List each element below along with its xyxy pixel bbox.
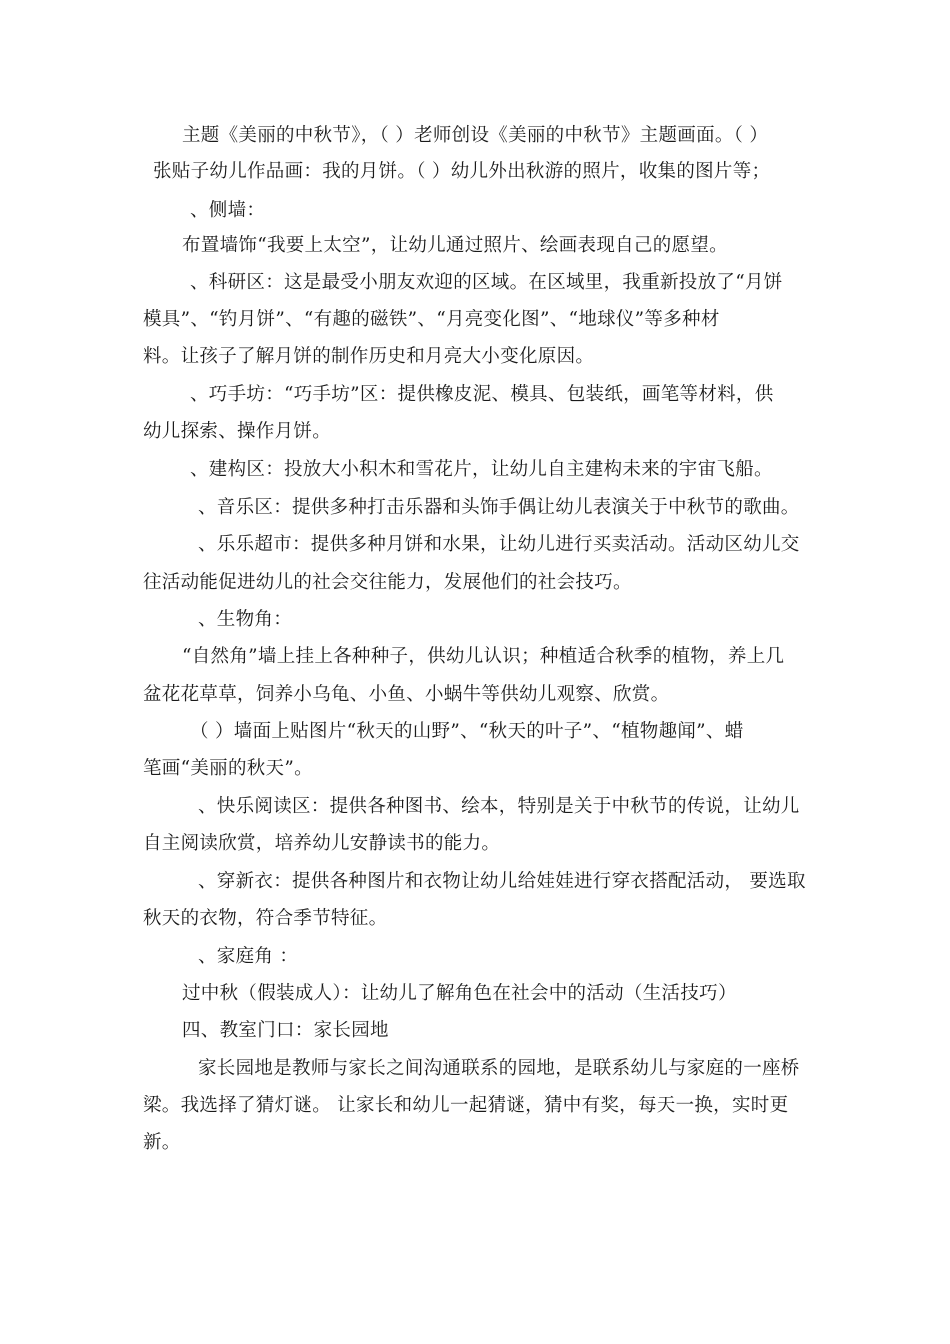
text-line: 料。让孩子了解月饼的制作历史和月亮大小变化原因。: [143, 346, 595, 367]
text-line: 梁。我选择了猜灯谜。 让家长和幼儿一起猜谜，猜中有奖，每天一换，实时更: [143, 1095, 789, 1116]
text-line: 、科研区：这是最受小朋友欢迎的区域。在区域里，我重新投放了“月饼: [190, 272, 783, 293]
text-line: 、巧手坊：“巧手坊”区：提供橡皮泥、模具、包装纸，画笔等材料，供: [190, 384, 774, 405]
text-line: 张贴子幼儿作品画：我的月饼。（ ）幼儿外出秋游的照片，收集的图片等；: [153, 161, 771, 182]
text-line: 幼儿探索、操作月饼。: [143, 421, 332, 442]
text-line: 、生物角：: [198, 609, 293, 630]
text-line: 笔画“美丽的秋天”。: [143, 758, 313, 779]
text-line: 、乐乐超市：提供多种月饼和水果，让幼儿进行买卖活动。活动区幼儿交: [198, 534, 800, 555]
text-line: 、侧墙：: [190, 200, 266, 221]
text-line: 主题《美丽的中秋节》，（ ）老师创设《美丽的中秋节》主题画面。（ ）: [182, 125, 769, 146]
text-line: 、音乐区：提供多种打击乐器和头饰手偶让幼儿表演关于中秋节的歌曲。: [198, 497, 800, 518]
text-line: 新。: [143, 1132, 181, 1153]
text-line: 模具”、“钓月饼”、“有趣的磁铁”、“月亮变化图”、“地球仪”等多种材: [143, 309, 720, 330]
text-line: “自然角”墙上挂上各种种子，供幼儿认识；种植适合秋季的植物，养上几: [182, 646, 785, 667]
text-line: （ ）墙面上贴图片“秋天的山野”、“秋天的叶子”、“植物趣闻”、蜡: [190, 721, 744, 742]
text-line: 家长园地是教师与家长之间沟通联系的园地，是联系幼儿与家庭的一座桥: [198, 1058, 800, 1079]
text-line: 往活动能促进幼儿的社会交往能力，发展他们的社会技巧。: [143, 572, 632, 593]
text-line: 、家庭角 ：: [198, 946, 299, 967]
text-line: 、快乐阅读区：提供各种图书、绘本，特别是关于中秋节的传说，让幼儿: [198, 796, 800, 817]
text-line: 盆花花草草，饲养小乌龟、小鱼、小蜗牛等供幼儿观察、欣赏。: [143, 684, 670, 705]
text-line: 秋天的衣物，符合季节特征。: [143, 908, 388, 929]
text-line: 过中秋（假装成人）：让幼儿了解角色在社会中的活动（生活技巧）: [182, 983, 737, 1004]
text-line: 、穿新衣：提供各种图片和衣物让幼儿给娃娃进行穿衣搭配活动， 要选取: [198, 871, 806, 892]
section-heading: 四、教室门口：家长园地: [182, 1020, 389, 1041]
text-line: 布置墙饰“我要上太空”，让幼儿通过照片、绘画表现自己的愿望。: [182, 235, 728, 256]
text-line: 自主阅读欣赏，培养幼儿安静读书的能力。: [143, 833, 501, 854]
text-line: 、建构区：投放大小积木和雪花片，让幼儿自主建构未来的宇宙飞船。: [190, 459, 773, 480]
